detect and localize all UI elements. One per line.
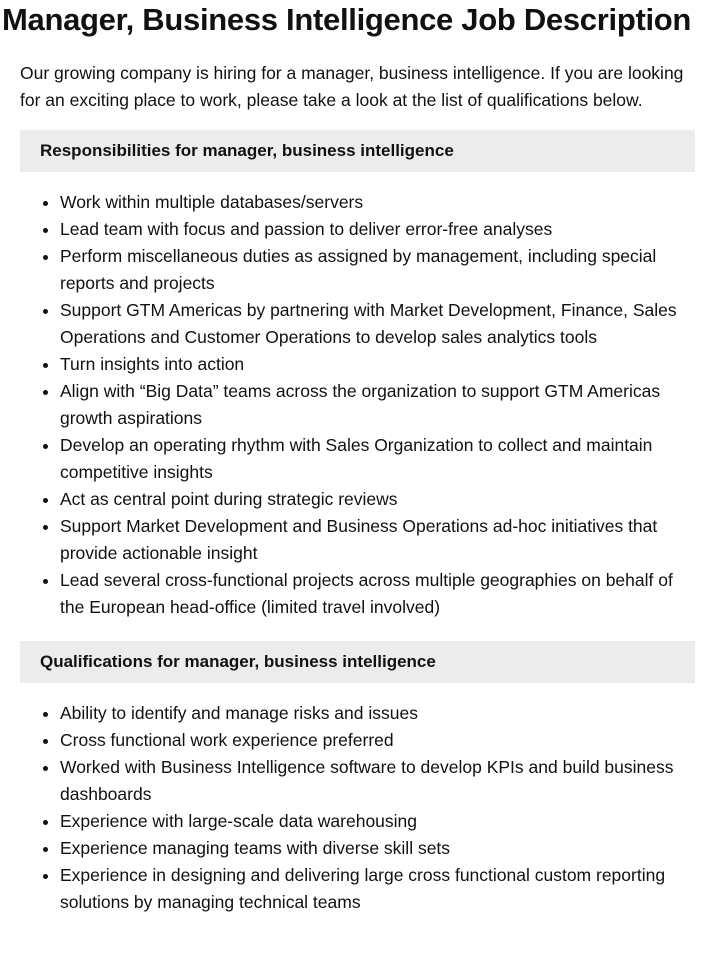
responsibilities-heading: Responsibilities for manager, business intelligence xyxy=(20,130,695,172)
list-item: • Support GTM Americas by partnering with Market Development, Finance, Sales Operations and Customer Operations to develop sales analytics tools xyxy=(60,297,695,351)
intro-text: Our growing company is hiring for a manager, business intelligence. If you are looking for an exciting place to work, please take a look at the list of qualifications below. xyxy=(20,63,684,110)
list-item: • Experience managing teams with diverse skill sets xyxy=(60,835,695,862)
list-item: • Work within multiple databases/servers xyxy=(60,189,695,216)
responsibilities-list xyxy=(20,189,695,621)
page-title: Manager, Business Intelligence Job Description xyxy=(2,2,692,37)
list-item: • Lead team with focus and passion to deliver error-free analyses xyxy=(60,216,695,243)
list-item: • Support Market Development and Business Operations ad-hoc initiatives that provide actionable insight xyxy=(60,513,695,567)
qualifications-list xyxy=(20,700,695,916)
list-item: • Act as central point during strategic reviews xyxy=(60,486,695,513)
list-item: • Lead several cross-functional projects across multiple geographies on behalf of the European head-office (limited travel involved) xyxy=(60,567,695,621)
list-item: • Experience in designing and delivering large cross functional custom reporting solutions by managing technical teams xyxy=(60,862,695,916)
list-item: • Ability to identify and manage risks and issues xyxy=(60,700,695,727)
list-item: • Experience with large-scale data warehousing xyxy=(60,808,695,835)
list-item: • Turn insights into action xyxy=(60,351,695,378)
list-item: • Perform miscellaneous duties as assigned by management, including special reports and projects xyxy=(60,243,695,297)
qualifications-heading: Qualifications for manager, business intelligence xyxy=(20,641,695,683)
job-description xyxy=(20,60,695,936)
list-item: • Cross functional work experience preferred xyxy=(60,727,695,754)
list-item: • Worked with Business Intelligence software to develop KPIs and build business dashboards xyxy=(60,754,695,808)
list-item: • Develop an operating rhythm with Sales Organization to collect and maintain competitive insights xyxy=(60,432,695,486)
list-item: • Align with “Big Data” teams across the organization to support GTM Americas growth aspirations xyxy=(60,378,695,432)
